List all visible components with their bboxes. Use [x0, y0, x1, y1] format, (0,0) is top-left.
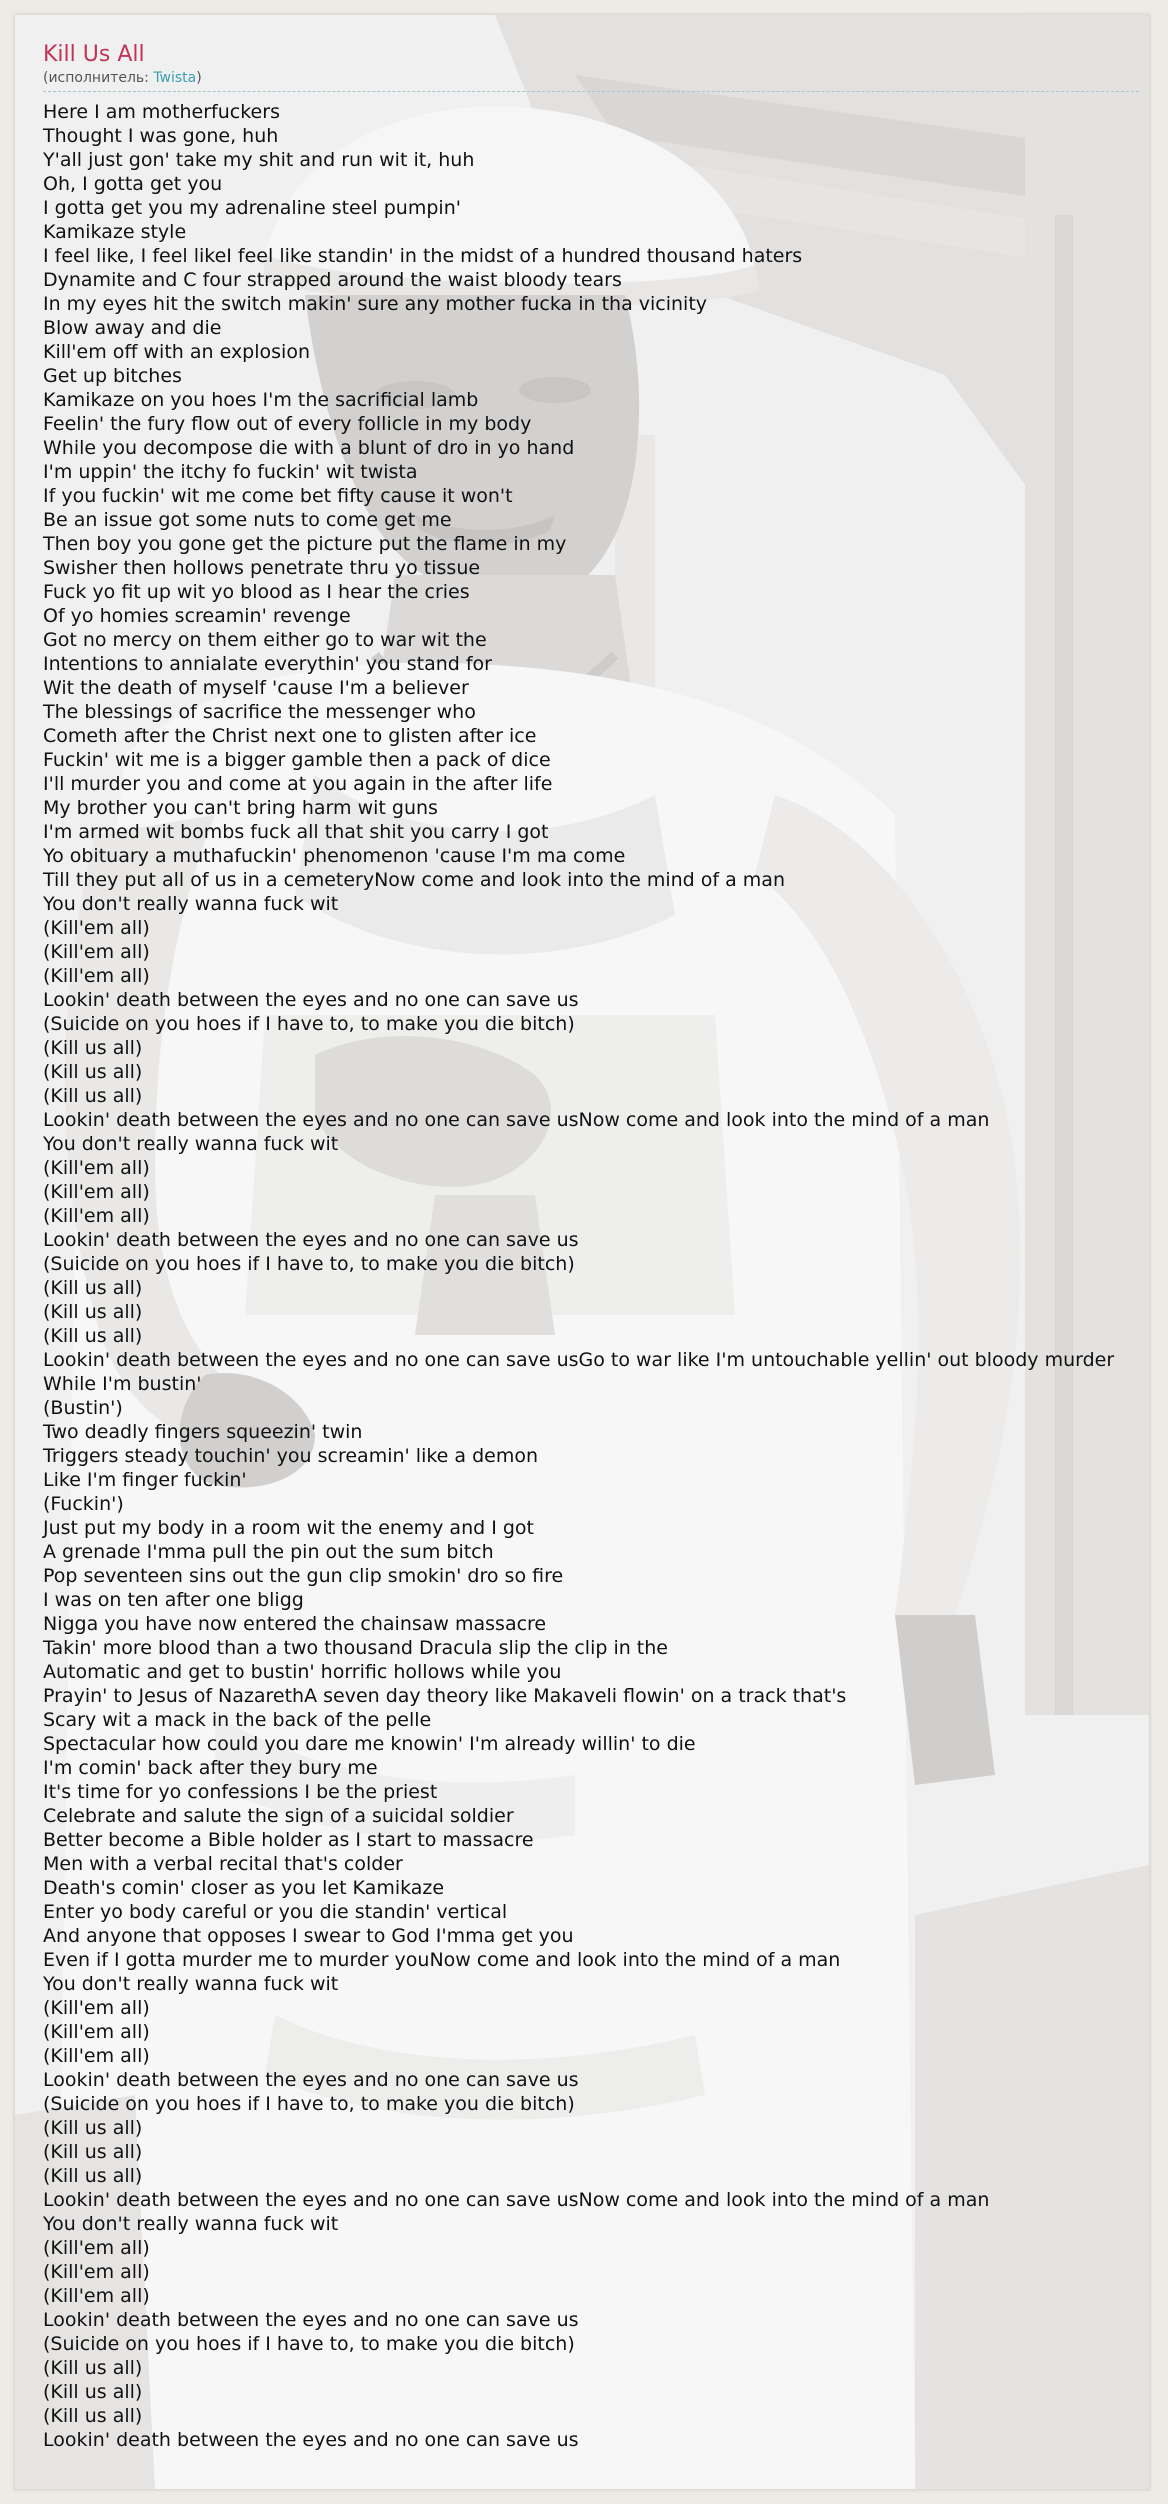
- lyric-line: Prayin' to Jesus of NazarethA seven day theory like Makaveli flowin' on a track that's: [43, 1685, 847, 1707]
- lyric-line: In my eyes hit the switch makin' sure any mother fucka in tha vicinity: [43, 293, 708, 315]
- lyric-line: I'm comin' back after they bury me: [43, 1757, 378, 1779]
- lyric-line: (Kill us all): [43, 1037, 143, 1059]
- lyric-line: The blessings of sacrifice the messenger who: [43, 701, 476, 723]
- lyric-line: (Kill'em all): [43, 917, 150, 939]
- lyric-line: Nigga you have now entered the chainsaw massacre: [43, 1613, 547, 1635]
- lyric-line: Men with a verbal recital that's colder: [43, 1853, 403, 1875]
- lyric-line: You don't really wanna fuck wit: [43, 893, 339, 915]
- lyric-line: Till they put all of us in a cemeteryNow come and look into the mind of a man: [43, 869, 785, 891]
- lyric-line: Get up bitches: [43, 365, 182, 387]
- lyric-line: Kamikaze on you hoes I'm the sacrificial lamb: [43, 389, 479, 411]
- lyric-line: Intentions to annialate everythin' you stand for: [43, 653, 492, 675]
- lyric-line: Swisher then hollows penetrate thru yo tissue: [43, 557, 481, 579]
- lyric-line: Feelin' the fury flow out of every follicle in my body: [43, 413, 532, 435]
- lyric-line: Then boy you gone get the picture put the flame in my: [43, 533, 567, 555]
- performer-suffix: ): [196, 70, 202, 86]
- lyric-line: (Kill us all): [43, 1277, 143, 1299]
- lyric-line: (Suicide on you hoes if I have to, to make you die bitch): [43, 2093, 575, 2115]
- lyric-line: Triggers steady touchin' you screamin' like a demon: [43, 1445, 539, 1467]
- artist-link[interactable]: Twista: [153, 70, 197, 86]
- lyric-line: Automatic and get to bustin' horrific hollows while you: [43, 1661, 562, 1683]
- lyric-line: (Kill'em all): [43, 2021, 150, 2043]
- lyric-line: If you fuckin' wit me come bet fifty cause it won't: [43, 485, 513, 507]
- lyric-line: And anyone that opposes I swear to God I'mma get you: [43, 1925, 574, 1947]
- lyric-line: (Kill us all): [43, 2117, 143, 2139]
- lyric-line: Lookin' death between the eyes and no one can save us: [43, 1229, 579, 1251]
- lyric-line: Better become a Bible holder as I start to massacre: [43, 1829, 534, 1851]
- lyric-line: Lookin' death between the eyes and no one can save usNow come and look into the mind of a man: [43, 1109, 990, 1131]
- lyric-line: (Kill us all): [43, 2165, 143, 2187]
- lyric-line: Two deadly fingers squeezin' twin: [43, 1421, 363, 1443]
- lyric-line: (Kill us all): [43, 1301, 143, 1323]
- lyric-line: It's time for yo confessions I be the priest: [43, 1781, 438, 1803]
- lyric-line: Like I'm finger fuckin': [43, 1469, 247, 1491]
- lyric-line: Lookin' death between the eyes and no one can save us: [43, 2429, 579, 2451]
- lyric-line: (Kill'em all): [43, 2045, 150, 2067]
- lyric-line: Yo obituary a muthafuckin' phenomenon 'cause I'm ma come: [43, 845, 626, 867]
- lyric-line: (Kill'em all): [43, 2237, 150, 2259]
- lyric-line: (Kill'em all): [43, 2285, 150, 2307]
- lyric-line: Even if I gotta murder me to murder youNow come and look into the mind of a man: [43, 1949, 841, 1971]
- lyrics-card: [14, 14, 1150, 2490]
- lyric-line: Lookin' death between the eyes and no one can save us: [43, 2309, 579, 2331]
- lyric-line: While I'm bustin': [43, 1373, 202, 1395]
- lyric-line: (Fuckin'): [43, 1493, 124, 1515]
- lyric-line: (Suicide on you hoes if I have to, to make you die bitch): [43, 2333, 575, 2355]
- lyric-line: (Suicide on you hoes if I have to, to make you die bitch): [43, 1253, 575, 1275]
- lyric-line: (Suicide on you hoes if I have to, to make you die bitch): [43, 1013, 575, 1035]
- lyric-line: Got no mercy on them either go to war wit the: [43, 629, 487, 651]
- lyric-line: Lookin' death between the eyes and no one can save us: [43, 989, 579, 1011]
- lyric-line: Lookin' death between the eyes and no one can save usGo to war like I'm untouchable yellin' out bloody murder: [43, 1349, 1115, 1371]
- lyric-line: Dynamite and C four strapped around the waist bloody tears: [43, 269, 622, 291]
- lyric-line: I feel like, I feel likeI feel like standin' in the midst of a hundred thousand haters: [43, 245, 803, 267]
- lyric-line: Oh, I gotta get you: [43, 173, 223, 195]
- lyric-line: (Kill us all): [43, 1061, 143, 1083]
- lyric-line: Lookin' death between the eyes and no one can save us: [43, 2069, 579, 2091]
- performer-prefix: (исполнитель:: [43, 70, 154, 86]
- lyric-line: Y'all just gon' take my shit and run wit it, huh: [43, 149, 475, 171]
- lyric-line: Takin' more blood than a two thousand Dracula slip the clip in the: [43, 1637, 668, 1659]
- lyrics-text: [43, 100, 1150, 2452]
- lyric-line: (Kill us all): [43, 2381, 143, 2403]
- lyric-line: Blow away and die: [43, 317, 222, 339]
- lyric-line: Scary wit a mack in the back of the pelle: [43, 1709, 432, 1731]
- lyric-line: Lookin' death between the eyes and no one can save usNow come and look into the mind of a man: [43, 2189, 990, 2211]
- lyric-line: Fuckin' wit me is a bigger gamble then a pack of dice: [43, 749, 551, 771]
- lyric-line: (Kill'em all): [43, 941, 150, 963]
- lyric-line: You don't really wanna fuck wit: [43, 2213, 339, 2235]
- lyric-line: (Kill'em all): [43, 1997, 150, 2019]
- lyric-line: Enter yo body careful or you die standin' vertical: [43, 1901, 508, 1923]
- lyric-line: Cometh after the Christ next one to glisten after ice: [43, 725, 537, 747]
- lyric-line: Wit the death of myself 'cause I'm a believer: [43, 677, 469, 699]
- lyric-line: I'll murder you and come at you again in the after life: [43, 773, 553, 795]
- song-title: Kill Us All: [43, 42, 145, 67]
- lyric-line: (Kill'em all): [43, 2261, 150, 2283]
- lyric-line: Be an issue got some nuts to come get me: [43, 509, 452, 531]
- performer-line: [43, 69, 1150, 87]
- lyric-line: Thought I was gone, huh: [43, 125, 279, 147]
- lyric-line: I was on ten after one bligg: [43, 1589, 304, 1611]
- lyric-line: You don't really wanna fuck wit: [43, 1973, 339, 1995]
- lyric-line: (Kill'em all): [43, 965, 150, 987]
- lyric-line: (Kill us all): [43, 2141, 143, 2163]
- lyric-line: (Kill us all): [43, 2405, 143, 2427]
- lyric-line: Spectacular how could you dare me knowin' I'm already willin' to die: [43, 1733, 696, 1755]
- lyric-line: My brother you can't bring harm wit guns: [43, 797, 438, 819]
- title-divider: [43, 91, 1139, 92]
- lyric-line: Kill'em off with an explosion: [43, 341, 310, 363]
- lyric-line: I'm uppin' the itchy fo fuckin' wit twista: [43, 461, 418, 483]
- lyrics-content: [43, 41, 1150, 2452]
- lyric-line: (Kill us all): [43, 1085, 143, 1107]
- lyric-line: Just put my body in a room wit the enemy and I got: [43, 1517, 534, 1539]
- lyric-line: (Bustin'): [43, 1397, 123, 1419]
- lyric-line: While you decompose die with a blunt of dro in yo hand: [43, 437, 575, 459]
- lyric-line: (Kill'em all): [43, 1205, 150, 1227]
- lyric-line: Death's comin' closer as you let Kamikaze: [43, 1877, 445, 1899]
- lyric-line: Pop seventeen sins out the gun clip smokin' dro so fire: [43, 1565, 564, 1587]
- lyric-line: You don't really wanna fuck wit: [43, 1133, 339, 1155]
- lyric-line: I'm armed wit bombs fuck all that shit you carry I got: [43, 821, 549, 843]
- lyric-line: (Kill'em all): [43, 1157, 150, 1179]
- lyric-line: Kamikaze style: [43, 221, 187, 243]
- lyric-line: Celebrate and salute the sign of a suicidal soldier: [43, 1805, 514, 1827]
- lyric-line: (Kill us all): [43, 2357, 143, 2379]
- lyric-line: Fuck yo fit up wit yo blood as I hear the cries: [43, 581, 470, 603]
- lyric-line: Here I am motherfuckers: [43, 101, 280, 123]
- lyric-line: I gotta get you my adrenaline steel pumpin': [43, 197, 461, 219]
- lyric-line: (Kill'em all): [43, 1181, 150, 1203]
- lyric-line: (Kill us all): [43, 1325, 143, 1347]
- lyric-line: Of yo homies screamin' revenge: [43, 605, 351, 627]
- lyric-line: A grenade I'mma pull the pin out the sum bitch: [43, 1541, 494, 1563]
